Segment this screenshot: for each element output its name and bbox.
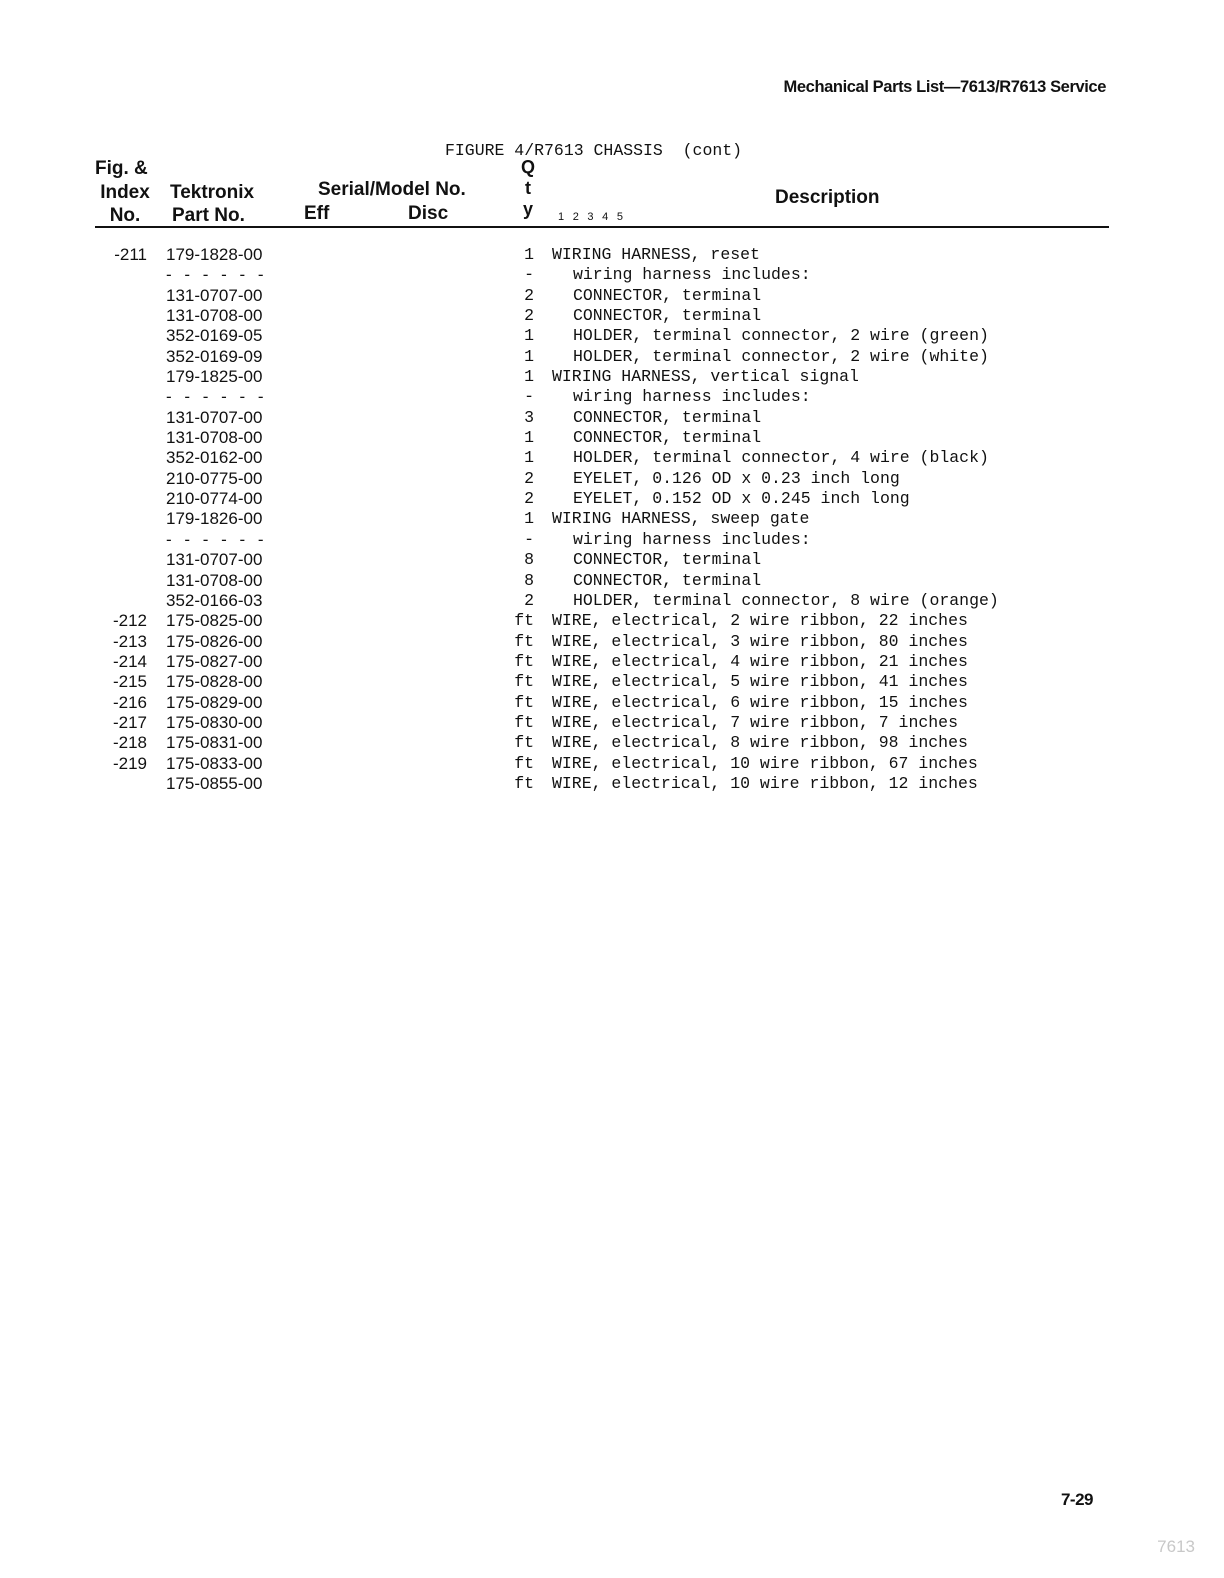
row-description: wiring harness includes: xyxy=(573,529,811,549)
parts-row xyxy=(0,509,1224,529)
row-description: HOLDER, terminal connector, 2 wire (white) xyxy=(573,346,989,366)
parts-row xyxy=(0,306,1224,326)
row-part-number: - - - - - - xyxy=(166,529,268,549)
row-part-number: - - - - - - xyxy=(166,387,268,407)
header-index-line2: Index xyxy=(100,182,150,203)
row-quantity: ft xyxy=(514,692,534,712)
row-quantity: 2 xyxy=(524,285,534,305)
header-description: Description xyxy=(775,187,880,208)
header-tektronix: Tektronix xyxy=(170,182,255,203)
header-fig-line1: Fig. & xyxy=(95,158,148,179)
header-part-no: Part No. xyxy=(172,205,245,226)
row-description: WIRING HARNESS, reset xyxy=(552,245,760,264)
row-quantity: ft xyxy=(514,733,534,753)
row-index: -212 xyxy=(112,611,147,631)
parts-row xyxy=(0,245,1224,265)
row-quantity: 2 xyxy=(524,306,534,326)
parts-row xyxy=(0,733,1224,753)
row-index: -219 xyxy=(112,753,147,773)
row-quantity: 1 xyxy=(524,448,534,468)
row-quantity: 8 xyxy=(524,570,534,590)
row-quantity: - xyxy=(524,265,534,285)
row-description: WIRE, electrical, 10 wire ribbon, 67 inches xyxy=(552,753,978,773)
row-description: wiring harness includes: xyxy=(573,265,811,285)
row-quantity: 1 xyxy=(524,367,534,387)
row-part-number: 179-1826-00 xyxy=(166,509,263,529)
parts-row xyxy=(0,448,1224,468)
parts-row xyxy=(0,713,1224,733)
row-part-number: 175-0829-00 xyxy=(166,692,263,712)
row-description: WIRE, electrical, 6 wire ribbon, 15 inches xyxy=(552,692,968,712)
row-quantity: ft xyxy=(514,672,534,692)
row-part-number: 131-0707-00 xyxy=(166,285,263,305)
row-part-number: 175-0825-00 xyxy=(166,611,263,631)
parts-row xyxy=(0,754,1224,774)
row-quantity: - xyxy=(524,387,534,407)
row-quantity: - xyxy=(524,529,534,549)
row-part-number: 175-0831-00 xyxy=(166,733,263,753)
row-part-number: 175-0827-00 xyxy=(166,651,263,671)
parts-row xyxy=(0,693,1224,713)
page-number: 7-29 xyxy=(1060,1490,1093,1509)
row-index: -211 xyxy=(114,245,147,264)
watermark: 7613 xyxy=(1157,1537,1195,1556)
row-part-number: 352-0162-00 xyxy=(166,448,263,468)
parts-row xyxy=(0,489,1224,509)
parts-row xyxy=(0,428,1224,448)
row-part-number: 131-0708-00 xyxy=(166,428,263,448)
row-index: -213 xyxy=(112,631,147,651)
row-quantity: 8 xyxy=(524,550,534,570)
row-part-number: 175-0833-00 xyxy=(166,753,263,773)
parts-row xyxy=(0,347,1224,367)
header-indent-scale: 12345 xyxy=(558,211,632,223)
row-description: WIRE, electrical, 8 wire ribbon, 98 inches xyxy=(552,733,968,753)
row-description: CONNECTOR, terminal xyxy=(573,570,762,590)
row-description: WIRE, electrical, 2 wire ribbon, 22 inches xyxy=(552,611,968,631)
parts-row xyxy=(0,326,1224,346)
parts-row xyxy=(0,286,1224,306)
row-quantity: 2 xyxy=(524,468,534,488)
row-part-number: 131-0707-00 xyxy=(166,407,263,427)
row-part-number: 352-0169-09 xyxy=(166,346,263,366)
row-description: CONNECTOR, terminal xyxy=(573,428,762,448)
parts-row xyxy=(0,774,1224,794)
parts-row xyxy=(0,571,1224,591)
row-description: HOLDER, terminal connector, 2 wire (green) xyxy=(573,326,989,346)
header-disc: Disc xyxy=(408,203,449,224)
row-quantity: ft xyxy=(514,631,534,651)
row-quantity: ft xyxy=(514,753,534,773)
row-quantity: 1 xyxy=(524,346,534,366)
row-part-number: 175-0855-00 xyxy=(166,773,263,793)
row-part-number: 131-0707-00 xyxy=(166,550,263,570)
row-part-number: 175-0828-00 xyxy=(166,672,263,692)
row-quantity: ft xyxy=(514,773,534,793)
row-quantity: 1 xyxy=(524,326,534,346)
row-description: CONNECTOR, terminal xyxy=(573,306,762,326)
row-quantity: 2 xyxy=(524,489,534,509)
row-part-number: 131-0708-00 xyxy=(166,306,263,326)
row-part-number: 175-0830-00 xyxy=(166,712,263,732)
parts-row xyxy=(0,530,1224,550)
row-quantity: 1 xyxy=(524,245,534,264)
header-qty-y: y xyxy=(522,199,533,219)
row-part-number: 175-0826-00 xyxy=(166,631,263,651)
row-index: -216 xyxy=(112,692,147,712)
row-description: WIRE, electrical, 3 wire ribbon, 80 inches xyxy=(552,631,968,651)
row-description: WIRE, electrical, 4 wire ribbon, 21 inches xyxy=(552,651,968,671)
parts-row xyxy=(0,550,1224,570)
header-qty-t: t xyxy=(525,178,531,198)
row-description: EYELET, 0.126 OD x 0.23 inch long xyxy=(573,468,900,488)
parts-row xyxy=(0,387,1224,407)
row-quantity: 2 xyxy=(524,590,534,610)
header-eff: Eff xyxy=(304,203,330,224)
header-no-line3: No. xyxy=(109,205,141,226)
header-serial-model: Serial/Model No. xyxy=(318,179,466,200)
parts-row xyxy=(0,672,1224,692)
row-quantity: 1 xyxy=(524,428,534,448)
row-index: -214 xyxy=(112,651,147,671)
row-description: wiring harness includes: xyxy=(573,387,811,407)
row-quantity: 3 xyxy=(524,407,534,427)
parts-row xyxy=(0,469,1224,489)
row-index: -217 xyxy=(112,712,147,732)
row-index: -218 xyxy=(112,733,147,753)
row-part-number: - - - - - - xyxy=(166,265,268,285)
row-quantity: 1 xyxy=(524,509,534,529)
row-description: CONNECTOR, terminal xyxy=(573,550,762,570)
row-description: EYELET, 0.152 OD x 0.245 inch long xyxy=(573,489,910,509)
row-description: CONNECTOR, terminal xyxy=(573,285,762,305)
parts-row xyxy=(0,652,1224,672)
row-description: WIRE, electrical, 5 wire ribbon, 41 inches xyxy=(552,672,968,692)
running-head: Mechanical Parts List—7613/R7613 Service xyxy=(783,78,1106,96)
row-description: HOLDER, terminal connector, 8 wire (orange) xyxy=(573,590,999,610)
row-index: -215 xyxy=(112,672,147,692)
row-part-number: 131-0708-00 xyxy=(166,570,263,590)
header-rule xyxy=(95,226,1109,228)
row-part-number: 352-0166-03 xyxy=(166,590,263,610)
header-qty xyxy=(518,157,538,220)
row-part-number: 210-0774-00 xyxy=(166,489,263,509)
row-description: WIRING HARNESS, vertical signal xyxy=(552,367,859,387)
row-description: WIRE, electrical, 7 wire ribbon, 7 inches xyxy=(552,712,958,732)
parts-row xyxy=(0,408,1224,428)
row-quantity: ft xyxy=(514,712,534,732)
row-description: CONNECTOR, terminal xyxy=(573,407,762,427)
row-quantity: ft xyxy=(514,651,534,671)
parts-list xyxy=(0,245,1224,794)
parts-row xyxy=(0,265,1224,285)
parts-row xyxy=(0,611,1224,631)
row-description: HOLDER, terminal connector, 4 wire (black) xyxy=(573,448,989,468)
parts-row xyxy=(0,632,1224,652)
figure-title: FIGURE 4/R7613 CHASSIS (cont) xyxy=(445,141,743,160)
parts-row xyxy=(0,367,1224,387)
row-part-number: 210-0775-00 xyxy=(166,468,263,488)
row-part-number: 352-0169-05 xyxy=(166,326,263,346)
header-qty-q: Q xyxy=(520,157,535,177)
row-quantity: ft xyxy=(514,611,534,631)
row-description: WIRING HARNESS, sweep gate xyxy=(552,509,810,529)
row-part-number: 179-1828-00 xyxy=(166,245,263,264)
row-description: WIRE, electrical, 10 wire ribbon, 12 inches xyxy=(552,773,978,793)
row-part-number: 179-1825-00 xyxy=(166,367,263,387)
parts-row xyxy=(0,591,1224,611)
